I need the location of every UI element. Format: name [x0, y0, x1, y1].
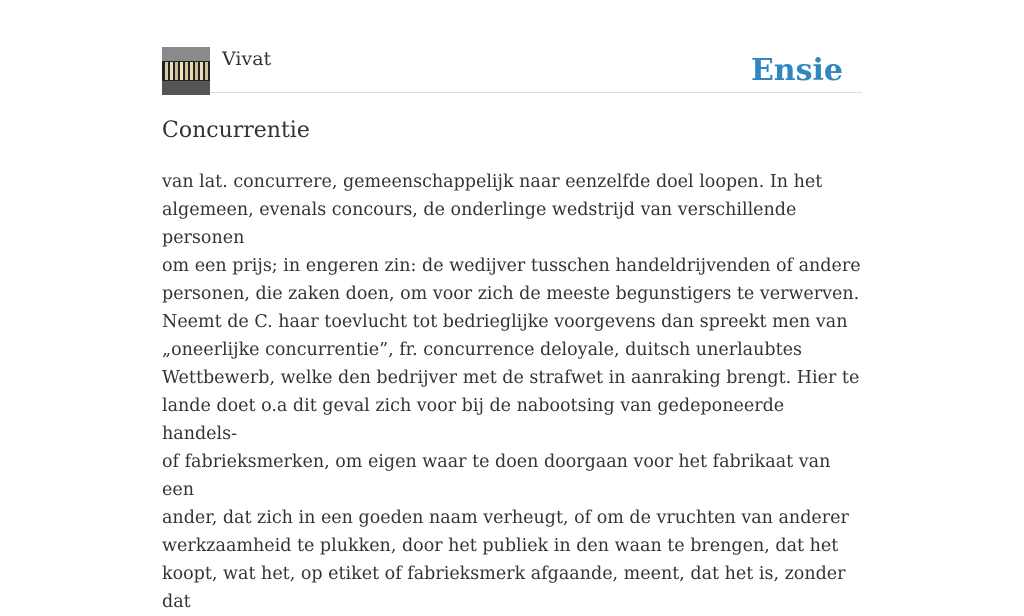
article-body [162, 168, 862, 616]
body-line: of fabrieksmerken, om eigen waar te doen doorgaan voor het fabrikaat van een [162, 452, 831, 500]
body-line: Neemt de C. haar toevlucht tot bedrieglijke voorgevens dan spreekt men van [162, 312, 848, 332]
body-line: personen, die zaken doen, om voor zich de meeste begunstigers te verwerven. [162, 284, 860, 304]
body-line: „oneerlijke concurrentie”, fr. concurrence deloyale, duitsch unerlaubtes [162, 340, 802, 360]
body-line: om een prijs; in engeren zin: de wedijver tusschen handeldrijvenden of andere [162, 256, 861, 276]
body-line: werkzaamheid te plukken, door het publiek in den waan te brengen, dat het [162, 536, 839, 556]
source-name[interactable]: Vivat [222, 48, 272, 70]
article-title: Concurrentie [162, 118, 310, 143]
body-line: algemeen, evenals concours, de onderlinge wedstrijd van verschillende personen [162, 200, 797, 248]
body-line: lande doet o.a dit geval zich voor bij de nabootsing van gedeponeerde handels- [162, 396, 785, 444]
body-line: ander, dat zich in een goeden naam verheugt, of om de vruchten van anderer [162, 508, 849, 528]
site-logo[interactable]: Ensie [750, 53, 843, 88]
body-line: van lat. concurrere, gemeenschappelijk naar eenzelfde doel loopen. In het [162, 172, 823, 192]
avatar[interactable] [162, 47, 210, 95]
book-spines-icon [162, 47, 210, 95]
body-line: Wettbewerb, welke den bedrijver met de strafwet in aanraking brengt. Hier te [162, 368, 860, 388]
header [162, 47, 862, 93]
body-line: koopt, wat het, op etiket of fabrieksmerk afgaande, meent, dat het is, zonder dat [162, 564, 846, 612]
